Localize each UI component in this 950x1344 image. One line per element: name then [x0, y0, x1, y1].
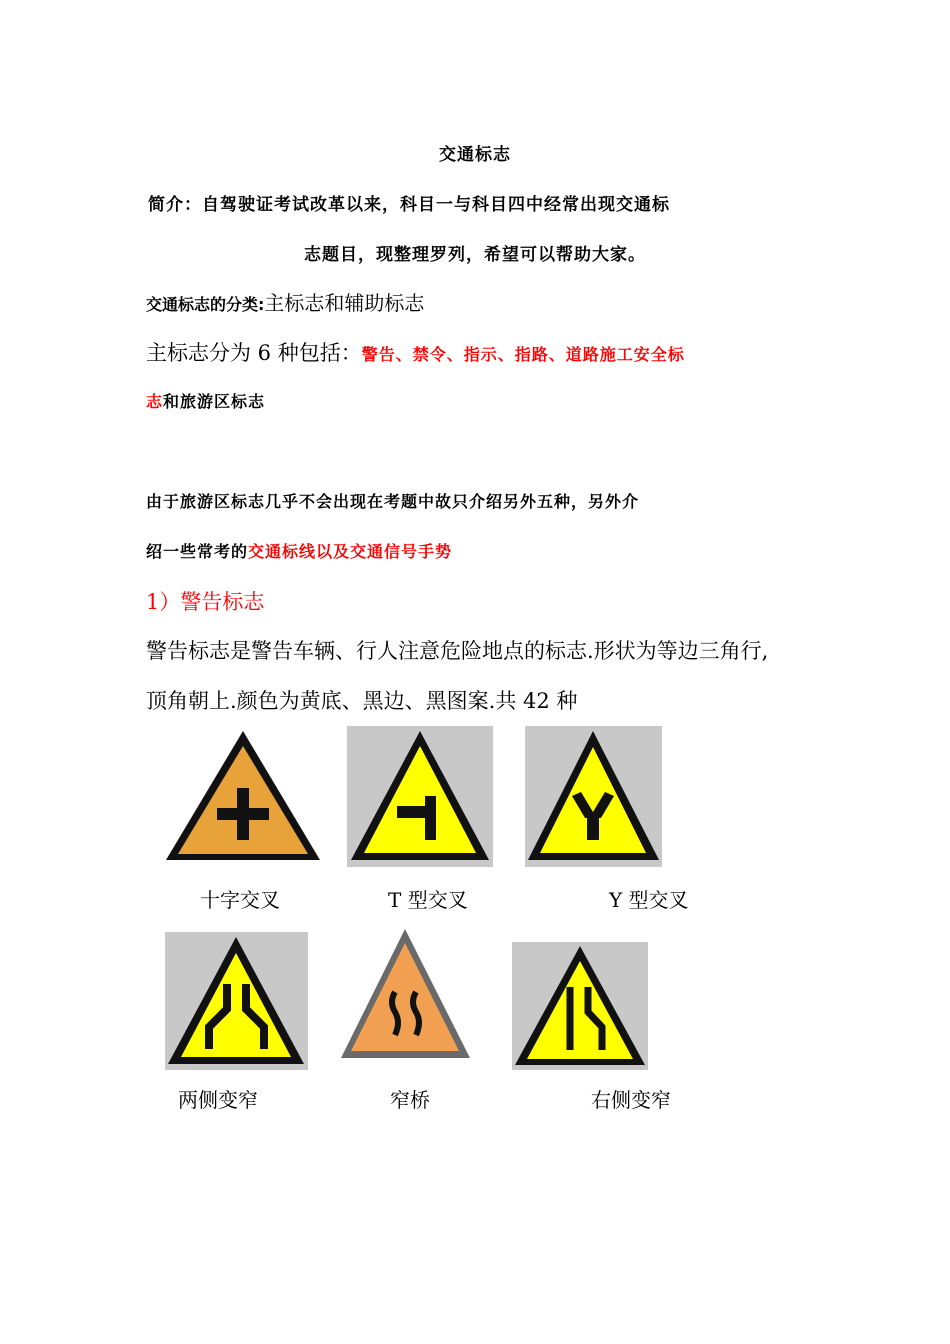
section-heading-warning-signs: 1）警告标志	[146, 590, 265, 614]
crossroad-icon	[162, 728, 324, 864]
t-junction-icon	[347, 726, 493, 867]
caption-road-narrows-both: 两侧变窄	[178, 1088, 258, 1112]
t-junction-sign	[347, 726, 493, 867]
note-line-2	[146, 539, 452, 562]
road-narrows-right-icon	[512, 942, 648, 1070]
classification-line	[146, 287, 424, 316]
y-junction-sign	[525, 726, 662, 867]
caption-t-junction: T 型交叉	[388, 888, 468, 912]
main-types-tail: 和旅游区标志	[163, 392, 266, 411]
caption-crossroad: 十字交叉	[200, 888, 280, 912]
road-narrows-both-icon	[165, 932, 308, 1070]
classification-value: 主标志和辅助标志	[264, 291, 425, 315]
main-types-highlight-end: 志	[146, 392, 164, 411]
narrow-bridge-icon	[339, 927, 472, 1061]
narrow-bridge-sign	[339, 927, 472, 1061]
road-narrows-both-sign	[165, 932, 308, 1070]
crossroad-sign	[162, 728, 324, 864]
main-types-prefix: 主标志分为 6 种包括：	[146, 341, 362, 365]
caption-narrow-bridge: 窄桥	[390, 1088, 430, 1112]
note-line-1: 由于旅游区标志几乎不会出现在考题中故只介绍另外五种，另外介	[146, 492, 640, 511]
main-types-highlight: 警告、禁令、指示、指路、道路施工安全标	[361, 345, 685, 364]
intro-line-2: 志题目，现整理罗列，希望可以帮助大家。	[304, 245, 646, 265]
section-description-line-2: 顶角朝上.颜色为黄底、黑边、黑图案.共 42 种	[146, 689, 578, 713]
caption-y-junction: Y 型交叉	[609, 888, 689, 912]
intro-line-1: 简介：自驾驶证考试改革以来，科目一与科目四中经常出现交通标	[148, 195, 670, 215]
road-narrows-right-sign	[512, 942, 648, 1070]
page-title: 交通标志	[439, 145, 511, 165]
y-junction-icon	[525, 726, 662, 867]
section-description-line-1: 警告标志是警告车辆、行人注意危险地点的标志.形状为等边三角行,	[146, 639, 769, 663]
caption-road-narrows-right: 右侧变窄	[591, 1088, 671, 1112]
main-types-line-1	[146, 337, 685, 367]
note-prefix: 绍一些常考的	[146, 542, 249, 561]
note-highlight: 交通标线以及交通信号手势	[248, 542, 453, 561]
classification-label: 交通标志的分类:	[146, 295, 265, 314]
main-types-line-2	[146, 389, 265, 412]
